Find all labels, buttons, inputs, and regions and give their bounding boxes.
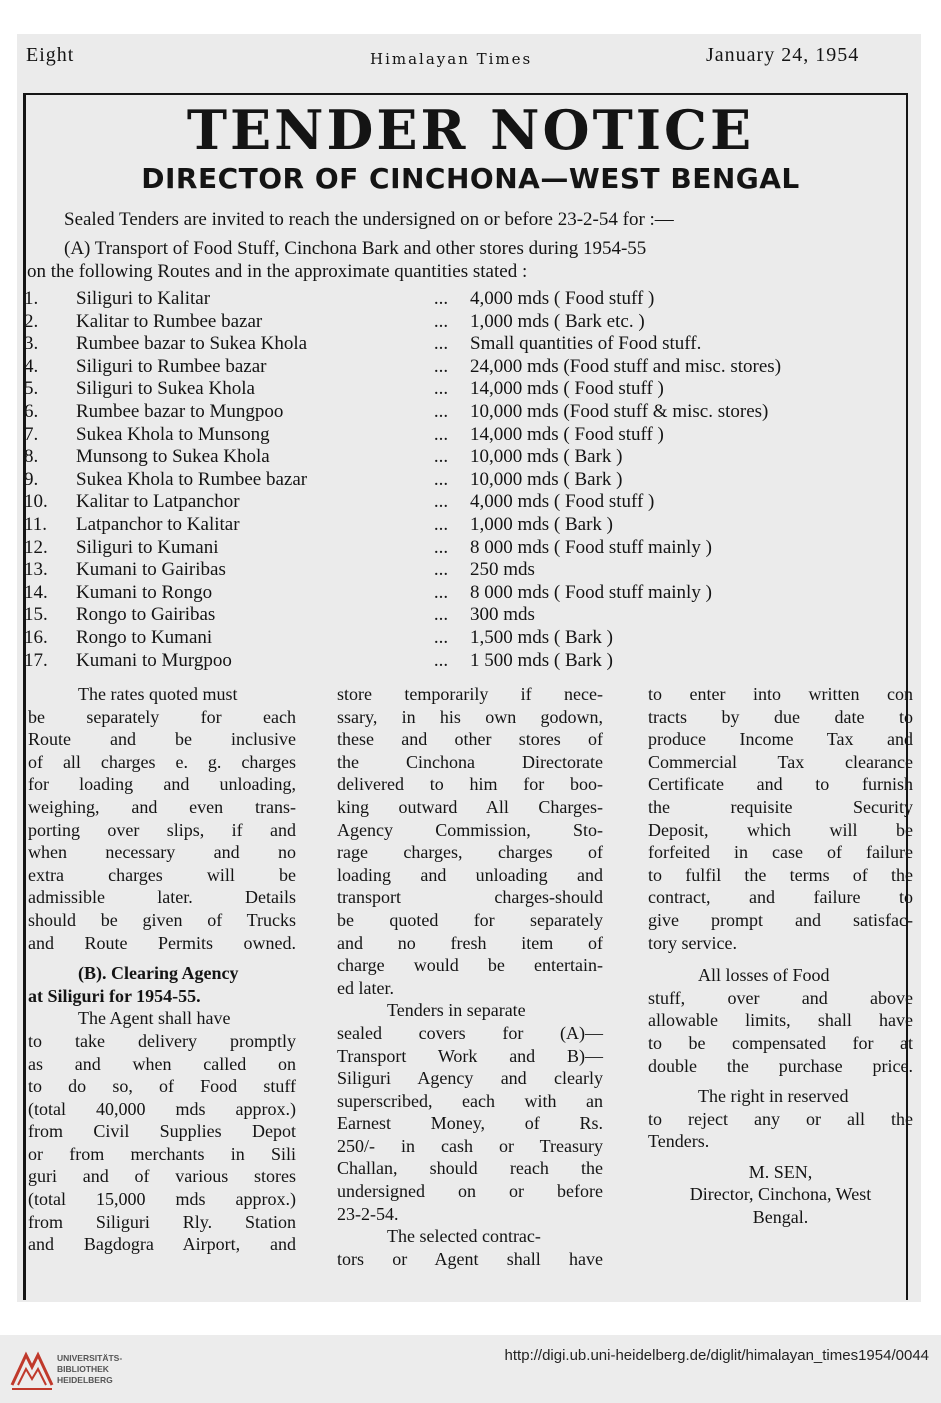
route-row xyxy=(0,581,941,604)
route-row xyxy=(0,536,941,559)
column-text-line: The rates quoted must xyxy=(78,684,238,704)
column-text-line: contract, and failure to xyxy=(648,887,913,908)
route-name: Rongo to Kumani xyxy=(76,627,213,648)
issue-date: January 24, 1954 xyxy=(706,44,860,66)
route-leader-dots: ... xyxy=(433,604,449,626)
column-text-line: M. SEN, xyxy=(748,1161,813,1182)
column-text-line: for loading and unloading, xyxy=(28,774,296,795)
column-text-line: charge would be entertain- xyxy=(337,955,603,976)
column-text-line: delivered to him for boo- xyxy=(337,774,603,795)
route-row xyxy=(0,513,941,536)
source-url-link[interactable]: http://digi.ub.uni-heidelberg.de/diglit/himalayan_times1954/0044 xyxy=(504,1347,929,1364)
column-text-line: Tenders in separate xyxy=(387,1000,526,1021)
route-row xyxy=(0,310,941,333)
column-text-line: forfeited in case of failure xyxy=(648,842,913,863)
column-text-line: to take delivery promptly xyxy=(28,1030,296,1051)
route-number: 1. xyxy=(24,288,39,309)
column-text-line: be quoted for separately xyxy=(337,909,603,930)
section-a-continuation: on the following Routes and in the approximate quantities stated : xyxy=(27,261,528,282)
route-name: Latpanchor to Kalitar xyxy=(76,514,240,535)
route-name: Kumani to Gairibas xyxy=(76,559,226,581)
route-name: Kumani to Rongo xyxy=(76,581,213,603)
route-row xyxy=(0,445,941,468)
route-name: Siliguri to Kalitar xyxy=(76,288,211,309)
library-name-line: BIBLIOTHEK xyxy=(57,1364,109,1374)
column-text-line: Route and be inclusive xyxy=(28,729,296,750)
column-text-line: from Civil Supplies Depot xyxy=(28,1121,296,1142)
column-text-line: (B). Clearing Agency xyxy=(78,963,239,984)
route-name: Siliguri to Kumani xyxy=(76,536,219,558)
column-text-line: ssary, in his own godown, xyxy=(337,706,603,727)
route-name: Siliguri to Rumbee bazar xyxy=(76,355,267,377)
route-number: 14. xyxy=(24,581,48,603)
column-text-line: store temporarily if nece- xyxy=(337,684,603,704)
column-text-line: rage charges, charges of xyxy=(337,842,603,863)
column-text-line: these and other stores of xyxy=(337,729,603,750)
column-text-line: from Siliguri Rly. Station xyxy=(28,1211,296,1232)
column-text-line: 23-2-54. xyxy=(337,1203,399,1224)
route-name: Siliguri to Sukea Khola xyxy=(76,378,255,400)
route-number: 9. xyxy=(24,468,39,490)
route-leader-dots: ... xyxy=(433,401,449,422)
column-text-line: tors or Agent shall have xyxy=(337,1248,603,1269)
route-leader-dots: ... xyxy=(433,333,449,355)
route-leader-dots: ... xyxy=(433,288,449,309)
route-leader-dots: ... xyxy=(433,627,449,648)
column-text-line: as and when called on xyxy=(28,1053,296,1074)
route-number: 3. xyxy=(24,333,39,355)
column-text-line: extra charges will be xyxy=(28,864,296,885)
library-name xyxy=(57,1353,122,1386)
route-number: 11. xyxy=(24,514,48,535)
column-text-line: guri and of various stores xyxy=(28,1166,296,1187)
route-quantity: 10,000 mds ( Bark ) xyxy=(470,468,623,490)
column-text-line: Director, Cinchona, West xyxy=(689,1184,872,1205)
route-name: Rumbee bazar to Sukea Khola xyxy=(76,333,308,355)
column-text-line: ed later. xyxy=(337,977,394,998)
route-number: 8. xyxy=(24,446,39,468)
column-text-line: (total 40,000 mds approx.) xyxy=(28,1098,296,1119)
column-text-line: should be given of Trucks xyxy=(28,909,296,930)
column-text-line: undersigned on or before xyxy=(337,1181,603,1202)
route-row xyxy=(0,490,941,513)
column-text-line: porting over slips, if and xyxy=(28,819,296,840)
column-text-line: Transport Work and B)— xyxy=(337,1045,603,1066)
route-number: 15. xyxy=(24,604,48,626)
route-leader-dots: ... xyxy=(433,378,449,400)
library-logo-icon xyxy=(8,1345,56,1393)
route-row xyxy=(0,603,941,626)
route-number: 16. xyxy=(24,627,48,648)
library-name-line: UNIVERSITÄTS- xyxy=(57,1353,123,1363)
route-quantity: 1 500 mds ( Bark ) xyxy=(470,649,614,671)
column-text-line: of all charges e. g. charges xyxy=(28,751,296,772)
route-name: Rongo to Gairibas xyxy=(76,604,216,626)
column-text-line: Deposit, which will be xyxy=(648,819,913,840)
route-number: 7. xyxy=(24,423,39,445)
route-name: Sukea Khola to Rumbee bazar xyxy=(76,468,308,490)
route-row xyxy=(0,468,941,491)
route-quantity: Small quantities of Food stuff. xyxy=(470,333,702,355)
column-text-line: or from merchants in Sili xyxy=(28,1143,296,1164)
column-text-line: Challan, should reach the xyxy=(337,1158,603,1179)
route-leader-dots: ... xyxy=(433,559,449,581)
page-number: Eight xyxy=(26,44,75,66)
route-quantity: 4,000 mds ( Food stuff ) xyxy=(470,491,655,513)
column-text-line: tory service. xyxy=(648,932,737,953)
column-text-line: stuff, over and above xyxy=(648,987,913,1008)
route-quantity: 24,000 mds (Food stuff and misc. stores) xyxy=(470,355,782,377)
column-text-line: The selected contrac- xyxy=(387,1226,541,1247)
notice-title: TENDER NOTICE xyxy=(186,98,755,162)
newspaper-masthead: Himalayan Times xyxy=(370,50,533,68)
column-text-line: Bengal. xyxy=(752,1207,809,1228)
route-number: 2. xyxy=(24,310,39,332)
column-text-line: Tenders. xyxy=(648,1131,710,1152)
column-text-line: to fulfil the terms of the xyxy=(648,864,913,885)
route-leader-dots: ... xyxy=(433,446,449,468)
column-text-line: The Agent shall have xyxy=(78,1008,231,1029)
route-name: Munsong to Sukea Khola xyxy=(76,446,270,468)
digitization-footer xyxy=(0,1335,941,1403)
text-column-3 xyxy=(648,683,913,1229)
column-text-line: (total 15,000 mds approx.) xyxy=(28,1189,296,1210)
column-text-line: tracts by due date to xyxy=(648,706,913,727)
route-quantity: 1,000 mds ( Bark ) xyxy=(470,514,614,535)
column-text-line: when necessary and no xyxy=(28,842,296,863)
column-text-line: and Route Permits owned. xyxy=(28,932,296,953)
route-leader-dots: ... xyxy=(433,423,449,445)
column-text-line: be separately for each xyxy=(28,706,296,727)
route-leader-dots: ... xyxy=(433,491,449,513)
route-leader-dots: ... xyxy=(433,468,449,490)
route-quantity: 10,000 mds (Food stuff & misc. stores) xyxy=(470,401,769,422)
column-text-line: Commercial Tax clearance xyxy=(648,751,913,772)
route-row xyxy=(0,626,941,649)
column-text-line: to enter into written con xyxy=(648,684,913,704)
route-name: Kumani to Murgpoo xyxy=(76,649,232,671)
route-quantity: 300 mds xyxy=(470,604,535,626)
column-text-line: produce Income Tax and xyxy=(648,729,913,750)
route-quantity: 4,000 mds ( Food stuff ) xyxy=(470,288,655,309)
column-text-line: superscribed, each with an xyxy=(337,1090,603,1111)
route-number: 6. xyxy=(24,401,39,422)
intro-line: Sealed Tenders are invited to reach the undersigned on or before 23-2-54 for :— xyxy=(64,209,674,230)
route-leader-dots: ... xyxy=(433,355,449,377)
route-number: 12. xyxy=(24,536,48,558)
text-column-2 xyxy=(337,683,603,1270)
route-quantity: 8 000 mds ( Food stuff mainly ) xyxy=(470,581,712,603)
route-name: Kalitar to Latpanchor xyxy=(76,491,240,513)
column-text-line: loading and unloading and xyxy=(337,864,603,885)
route-row xyxy=(0,377,941,400)
column-text-line: sealed covers for (A)— xyxy=(337,1022,603,1043)
route-name: Sukea Khola to Munsong xyxy=(76,423,270,445)
route-quantity: 14,000 mds ( Food stuff ) xyxy=(470,423,664,445)
route-leader-dots: ... xyxy=(433,536,449,558)
route-quantity: 250 mds xyxy=(470,559,535,581)
route-number: 17. xyxy=(24,649,48,671)
route-name: Rumbee bazar to Mungpoo xyxy=(76,401,284,422)
column-text-line: give prompt and satisfac- xyxy=(648,909,913,930)
column-text-line: admissible later. Details xyxy=(28,887,296,908)
notice-subtitle: DIRECTOR OF CINCHONA—WEST BENGAL xyxy=(141,162,800,195)
column-text-line: at Siliguri for 1954-55. xyxy=(28,985,201,1006)
route-row xyxy=(0,649,941,672)
route-leader-dots: ... xyxy=(433,514,449,535)
column-text-line: double the purchase price. xyxy=(648,1055,913,1076)
route-quantity: 14,000 mds ( Food stuff ) xyxy=(470,378,664,400)
column-text-line: Certificate and to furnish xyxy=(648,774,913,795)
route-quantity: 10,000 mds ( Bark ) xyxy=(470,446,623,468)
column-text-line: transport charges-should xyxy=(337,887,603,908)
route-number: 10. xyxy=(24,491,48,513)
column-text-line: and no fresh item of xyxy=(337,932,603,953)
column-text-line: Siliguri Agency and clearly xyxy=(337,1068,603,1089)
route-quantity: 1,500 mds ( Bark ) xyxy=(470,627,614,648)
route-quantity: 1,000 mds ( Bark etc. ) xyxy=(470,310,645,332)
column-text-line: the requisite Security xyxy=(648,796,913,817)
section-a-heading: (A) Transport of Food Stuff, Cinchona Bark and other stores during 1954-55 xyxy=(64,238,647,259)
column-text-line: the Cinchona Directorate xyxy=(337,751,603,772)
route-quantity: 8 000 mds ( Food stuff mainly ) xyxy=(470,536,712,558)
route-leader-dots: ... xyxy=(433,581,449,603)
column-text-line: Earnest Money, of Rs. xyxy=(337,1113,603,1134)
column-text-line: 250/- in cash or Treasury xyxy=(337,1135,603,1156)
route-number: 13. xyxy=(24,559,48,581)
route-name: Kalitar to Rumbee bazar xyxy=(76,310,263,332)
column-text-line: All losses of Food xyxy=(698,965,830,986)
route-row xyxy=(0,423,941,446)
route-row xyxy=(0,400,941,423)
column-text-line: to reject any or all the xyxy=(648,1108,913,1129)
column-text-line: king outward All Charges- xyxy=(337,796,603,817)
route-row xyxy=(0,558,941,581)
column-text-line: allowable limits, shall have xyxy=(648,1010,913,1031)
text-column-1 xyxy=(28,683,296,1256)
route-leader-dots: ... xyxy=(433,649,449,671)
route-row xyxy=(0,332,941,355)
route-number: 5. xyxy=(24,378,39,400)
route-row xyxy=(0,355,941,378)
route-leader-dots: ... xyxy=(433,310,449,332)
column-text-line: weighing, and even trans- xyxy=(28,796,296,817)
library-name-line: HEIDELBERG xyxy=(57,1375,113,1385)
column-text-line: to do so, of Food stuff xyxy=(28,1076,296,1097)
column-text-line: Agency Commission, Sto- xyxy=(337,819,603,840)
column-text-line: to be compensated for at xyxy=(648,1032,913,1053)
column-text-line: and Bagdogra Airport, and xyxy=(28,1234,296,1255)
route-number: 4. xyxy=(24,355,39,377)
route-row xyxy=(0,287,941,310)
column-text-line: The right in reserved xyxy=(698,1086,849,1107)
